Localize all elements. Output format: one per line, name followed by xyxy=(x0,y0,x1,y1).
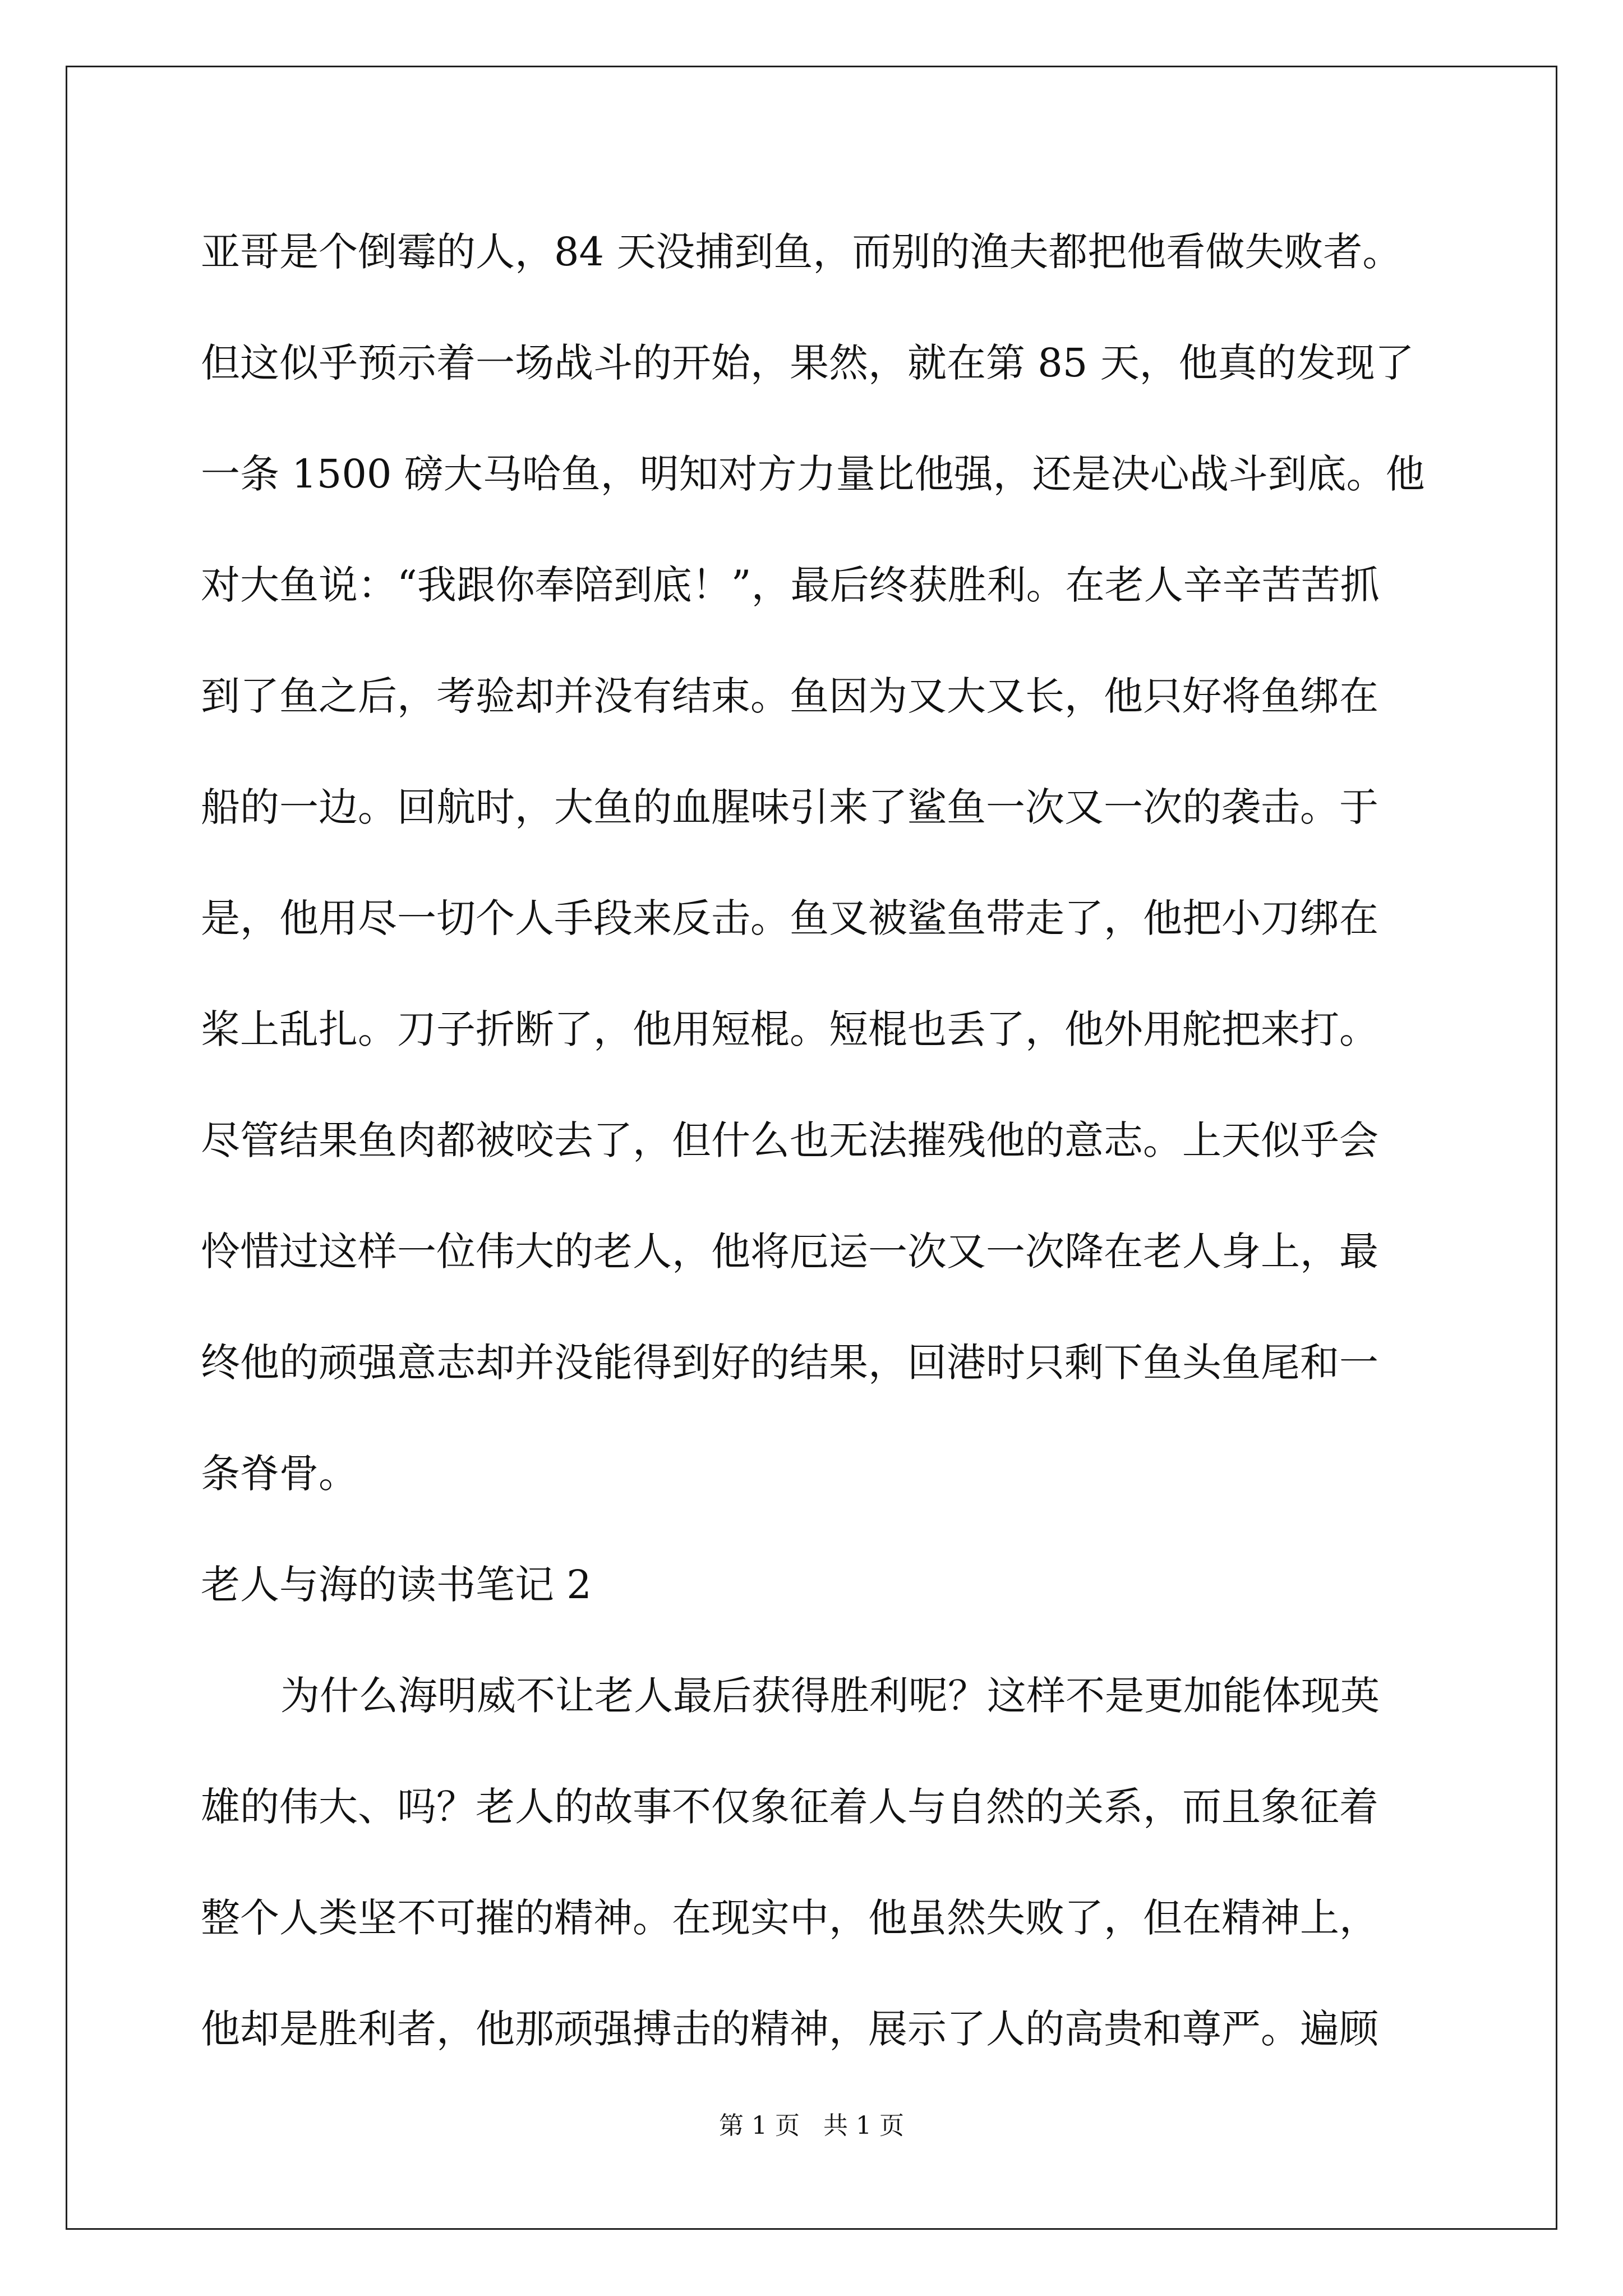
document-body xyxy=(201,196,1435,2085)
page-number: 第 1 页 xyxy=(719,2111,800,2140)
text-line: 条脊骨。 xyxy=(201,1451,358,1497)
text-line: 他却是胜利者，他那顽强搏击的精神，展示了人的高贵和尊严。遍顾 xyxy=(201,2006,1378,2052)
text-line: 但这似乎预示着一场战斗的开始，果然，就在第 85 天，他真的发现了 xyxy=(201,340,1414,386)
paragraph-first-line: 为什么海明威不让老人最后获得胜利呢？这样不是更加能体现英 xyxy=(280,1673,1380,1719)
section-heading: 老人与海的读书笔记 2 xyxy=(201,1562,592,1608)
text-line: 桨上乱扎。刀子折断了，他用短棍。短棍也丢了，他外用舵把来打。 xyxy=(201,1006,1378,1052)
text-line: 到了鱼之后，考验却并没有结束。鱼因为又大又长，他只好将鱼绑在 xyxy=(201,673,1378,719)
text-line: 对大鱼说：“我跟你奉陪到底！”，最后终获胜利。在老人辛辛苦苦抓 xyxy=(201,562,1380,608)
text-line: 船的一边。回航时，大鱼的血腥味引来了鲨鱼一次又一次的袭击。于 xyxy=(201,784,1378,830)
text-line: 尽管结果鱼肉都被咬去了，但什么也无法摧残他的意志。上天似乎会 xyxy=(201,1117,1378,1163)
text-line: 怜惜过这样一位伟大的老人，他将厄运一次又一次降在老人身上，最 xyxy=(201,1228,1378,1274)
page-total: 共 1 页 xyxy=(823,2111,904,2140)
text-line: 雄的伟大、吗？老人的故事不仅象征着人与自然的关系，而且象征着 xyxy=(201,1784,1378,1830)
text-line: 是，他用尽一切个人手段来反击。鱼叉被鲨鱼带走了，他把小刀绑在 xyxy=(201,895,1378,941)
text-line: 终他的顽强意志却并没能得到好的结果，回港时只剩下鱼头鱼尾和一 xyxy=(201,1340,1378,1386)
text-line: 一条 1500 磅大马哈鱼，明知对方力量比他强，还是决心战斗到底。他 xyxy=(201,451,1425,497)
page-footer xyxy=(0,2109,1623,2143)
text-line: 整个人类坚不可摧的精神。在现实中，他虽然失败了，但在精神上， xyxy=(201,1895,1378,1941)
text-line: 亚哥是个倒霉的人，84 天没捕到鱼，而别的渔夫都把他看做失败者。 xyxy=(201,229,1402,275)
